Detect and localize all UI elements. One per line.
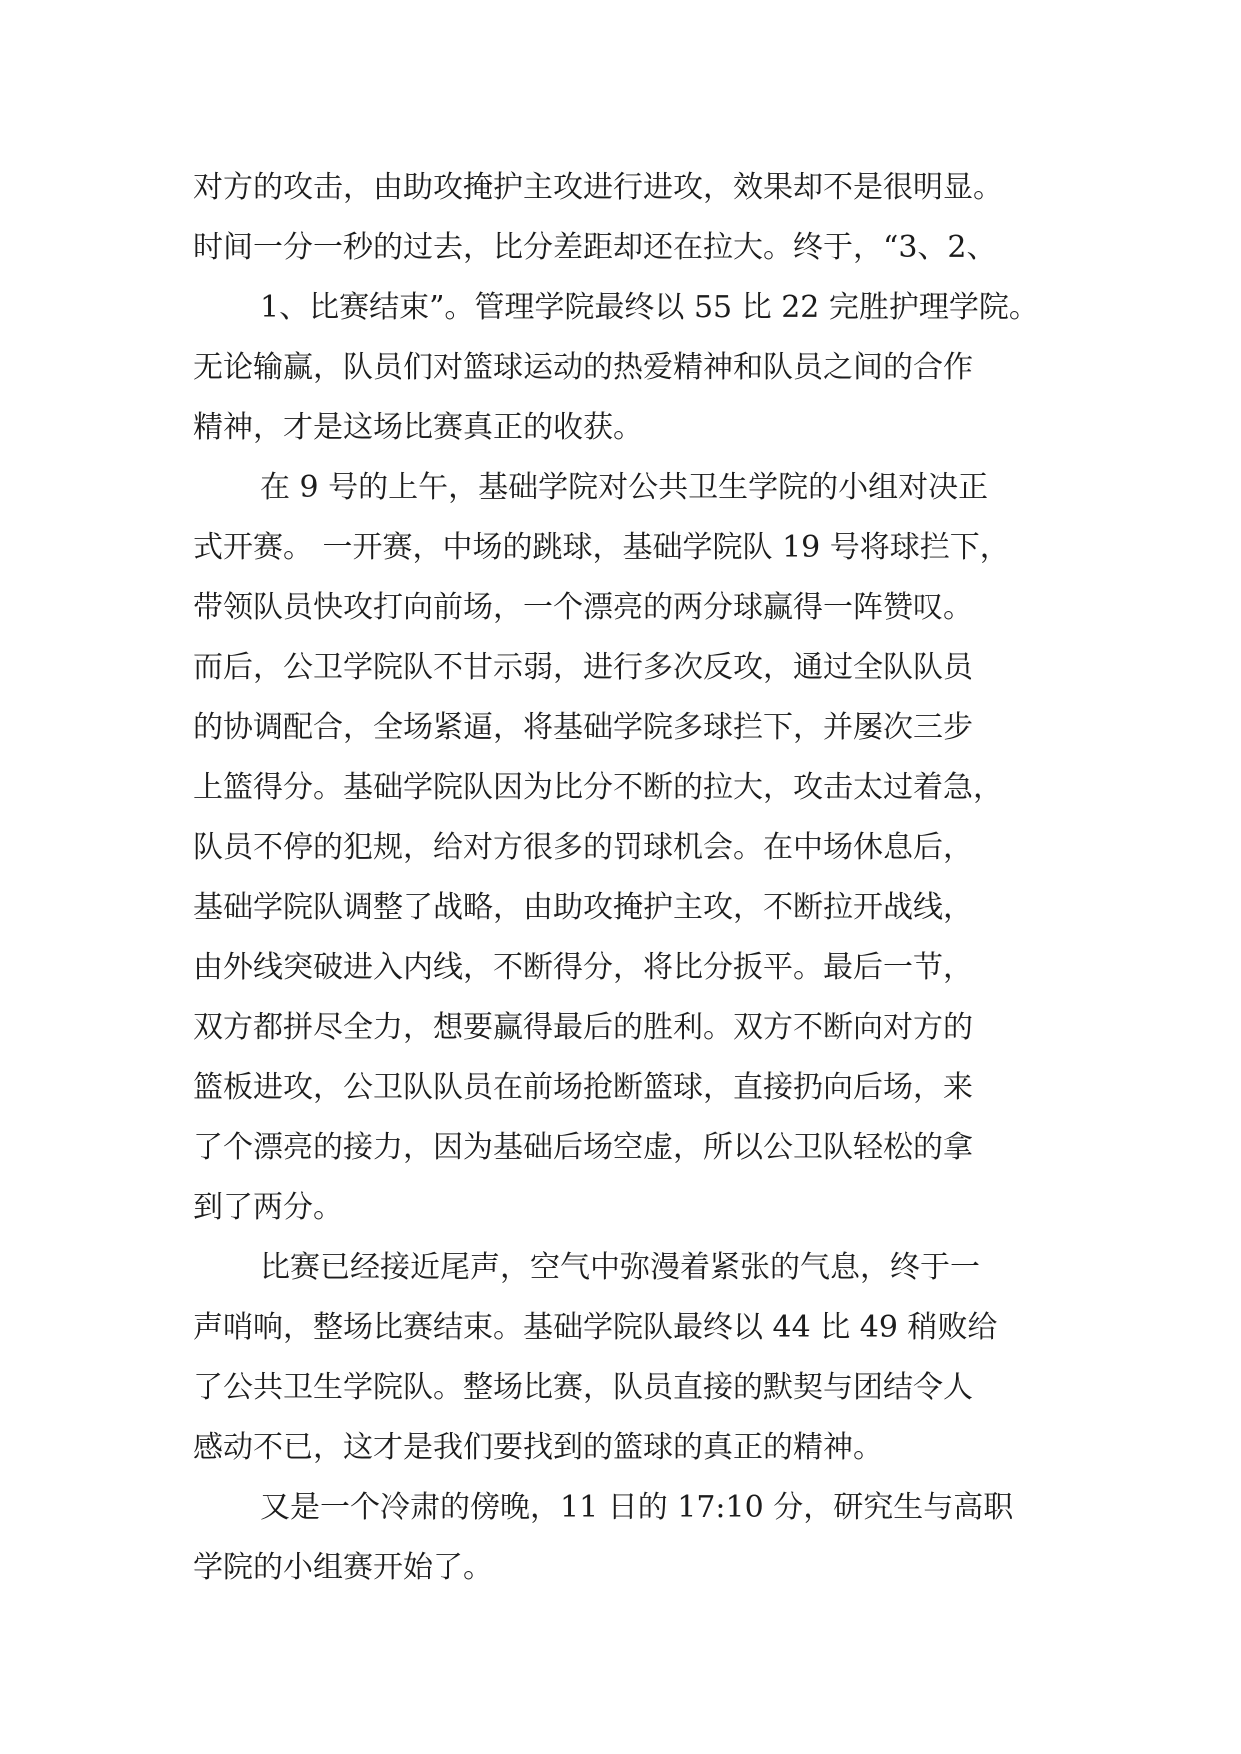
text-line: 1、比赛结束”。管理学院最终以 55 比 22 完胜护理学院。 <box>260 290 1039 325</box>
text-line: 带领队员快攻打向前场，一个漂亮的两分球赢得一阵赞叹。 <box>193 590 973 625</box>
text-line: 无论输赢，队员们对篮球运动的热爱精神和队员之间的合作 <box>193 350 973 385</box>
text-line: 对方的攻击，由助攻掩护主攻进行进攻，效果却不是很明显。 <box>193 170 1003 205</box>
text-line: 了公共卫生学院队。整场比赛，队员直接的默契与团结令人 <box>193 1370 973 1405</box>
text-line: 到了两分。 <box>193 1190 343 1225</box>
text-line: 式开赛。 一开赛，中场的跳球，基础学院队 19 号将球拦下， <box>193 530 1010 565</box>
paragraph-start-line: 在 9 号的上午，基础学院对公共卫生学院的小组对决正 <box>260 470 989 505</box>
text-line: 上篮得分。基础学院队因为比分不断的拉大，攻击太过着急， <box>193 770 1003 805</box>
text-line: 由外线突破进入内线，不断得分，将比分扳平。最后一节， <box>193 950 973 985</box>
text-line: 了个漂亮的接力，因为基础后场空虚，所以公卫队轻松的拿 <box>193 1130 973 1165</box>
text-line: 基础学院队调整了战略，由助攻掩护主攻，不断拉开战线， <box>193 890 973 925</box>
text-line: 精神，才是这场比赛真正的收获。 <box>193 410 643 445</box>
text-line: 双方都拼尽全力，想要赢得最后的胜利。双方不断向对方的 <box>193 1010 973 1045</box>
text-line: 声哨响，整场比赛结束。基础学院队最终以 44 比 49 稍败给 <box>193 1310 998 1345</box>
paragraph-start-line: 又是一个冷肃的傍晚，11 日的 17:10 分，研究生与高职 <box>260 1490 1014 1525</box>
text-line: 篮板进攻，公卫队队员在前场抢断篮球，直接扔向后场，来 <box>193 1070 973 1105</box>
text-line: 感动不已，这才是我们要找到的篮球的真正的精神。 <box>193 1430 883 1465</box>
text-line: 学院的小组赛开始了。 <box>193 1550 493 1585</box>
paragraph-start-line: 比赛已经接近尾声，空气中弥漫着紧张的气息，终于一 <box>260 1250 980 1285</box>
body-text <box>193 158 1073 1598</box>
text-line: 时间一分一秒的过去，比分差距却还在拉大。终于，“3、2、 <box>193 230 997 265</box>
text-line: 的协调配合，全场紧逼，将基础学院多球拦下，并屡次三步 <box>193 710 973 745</box>
text-line: 队员不停的犯规，给对方很多的罚球机会。在中场休息后， <box>193 830 973 865</box>
text-line: 而后，公卫学院队不甘示弱，进行多次反攻，通过全队队员 <box>193 650 973 685</box>
